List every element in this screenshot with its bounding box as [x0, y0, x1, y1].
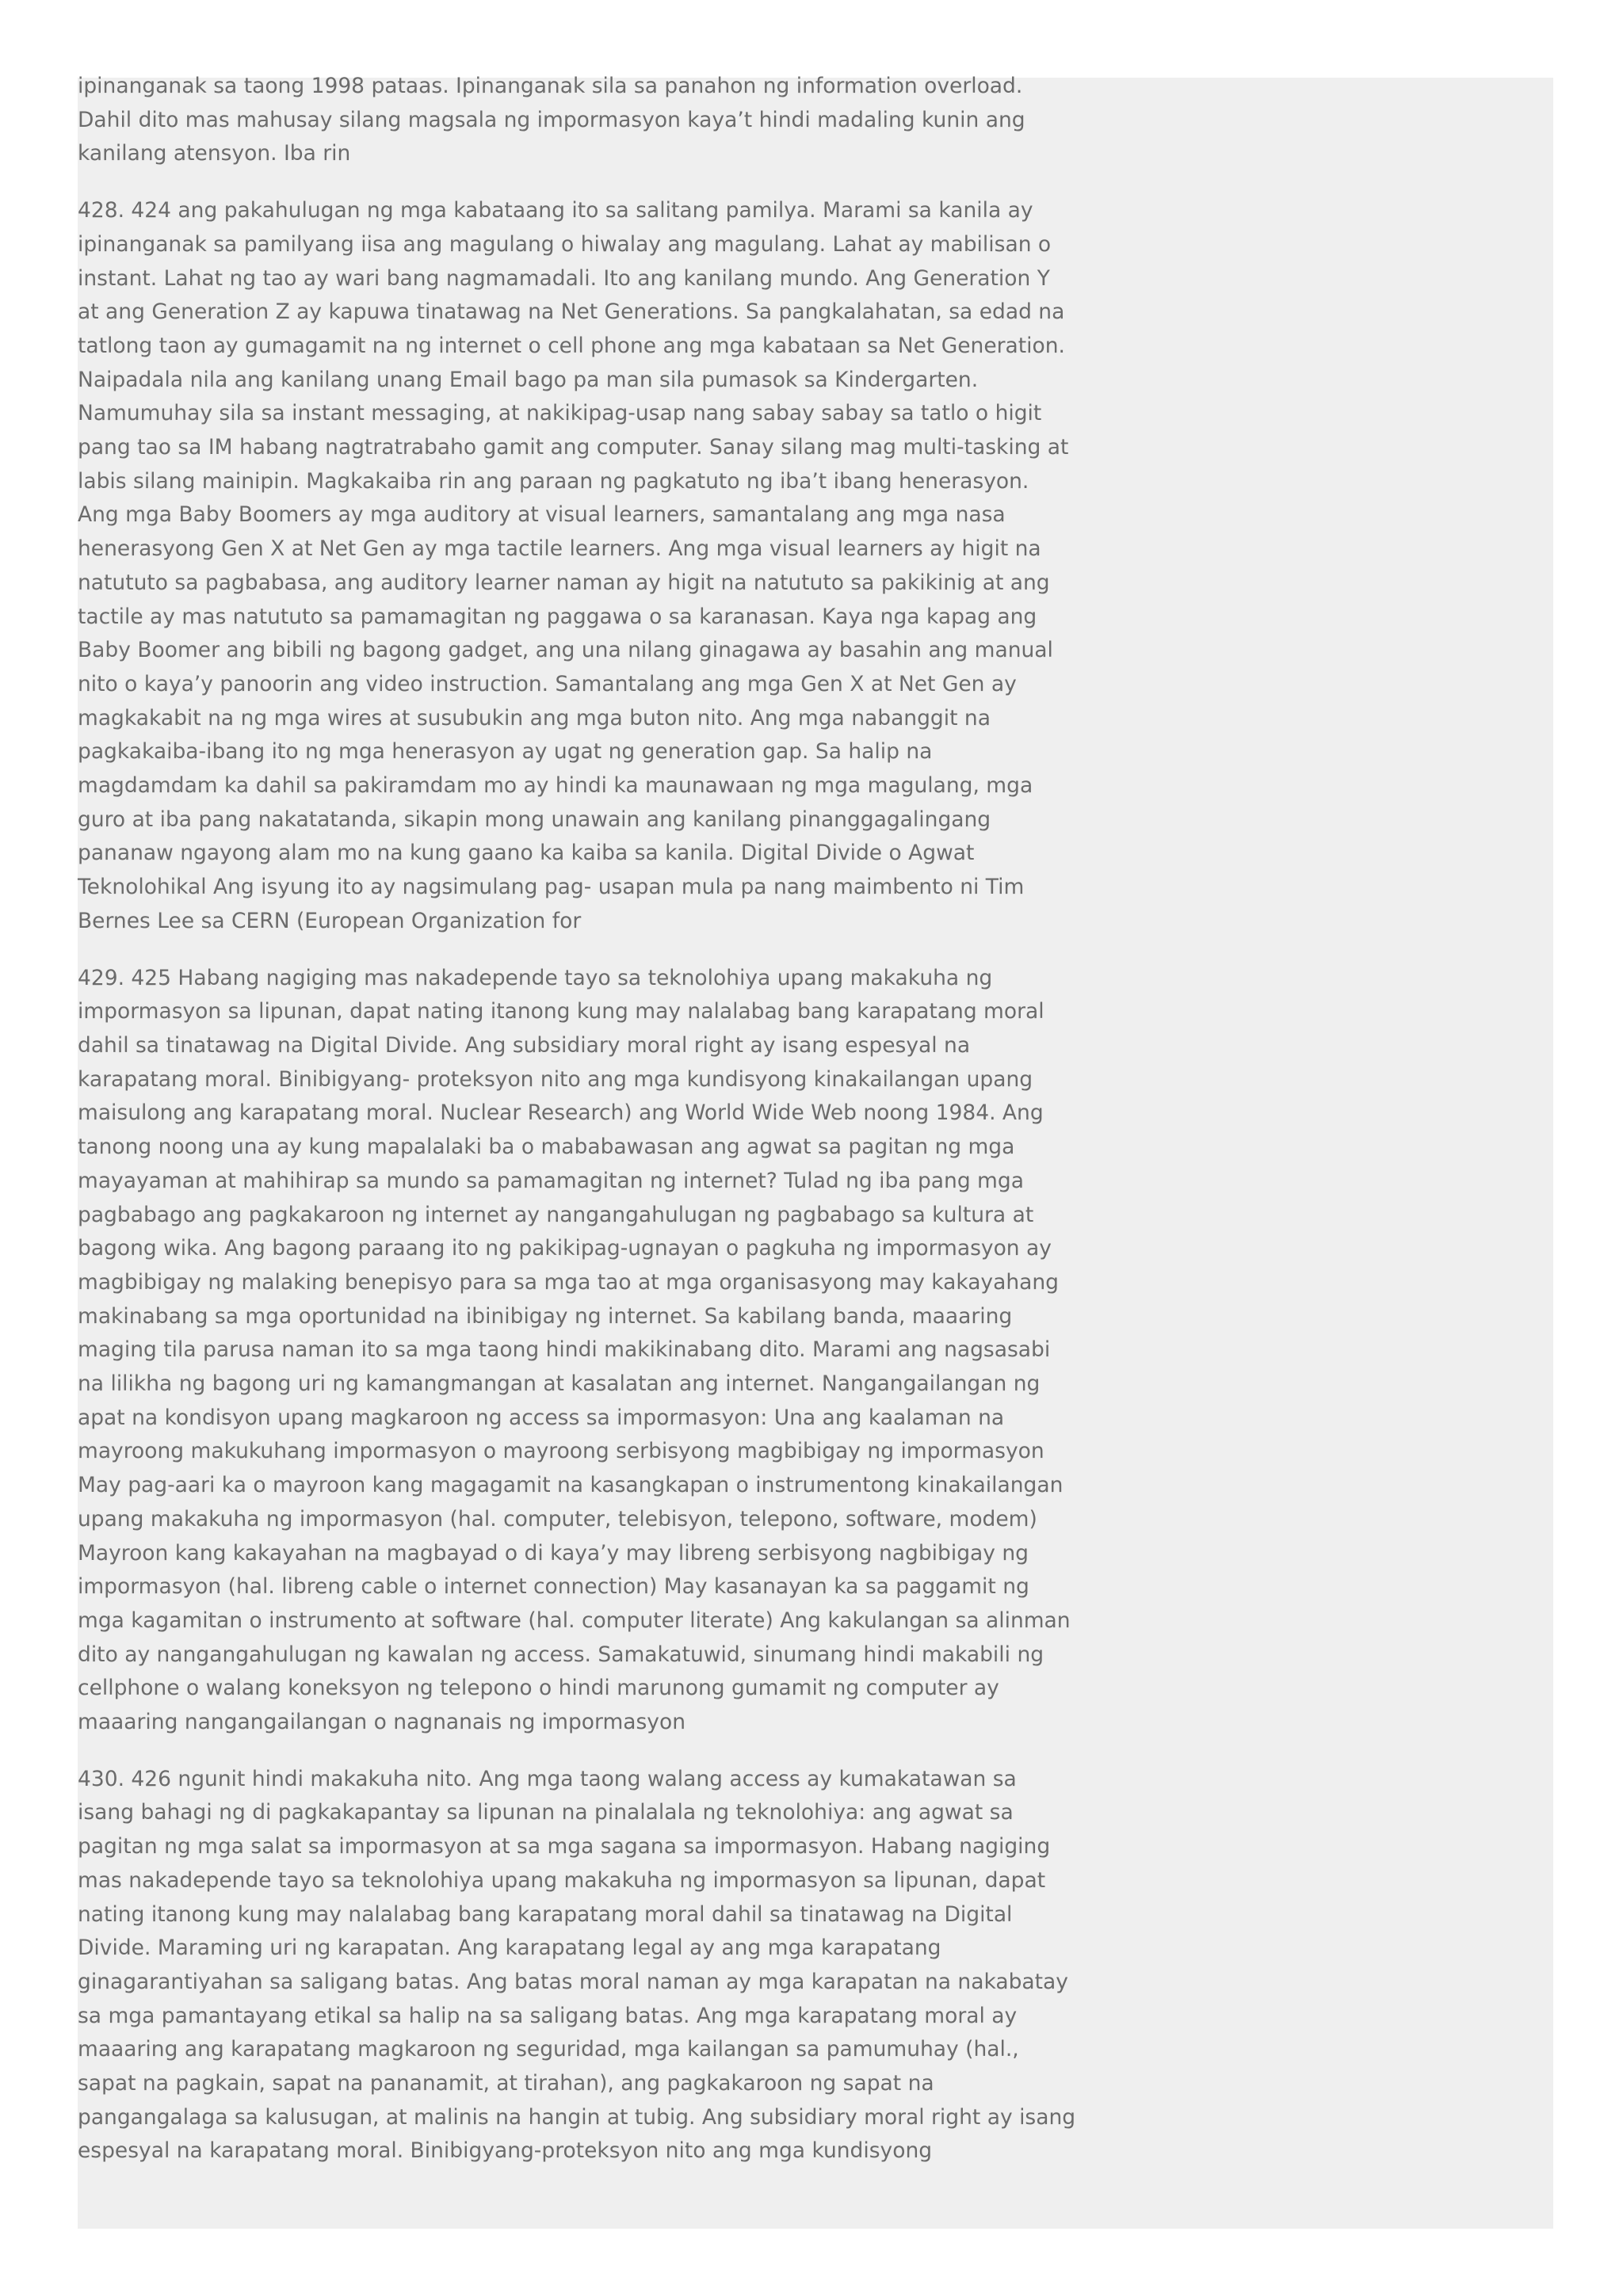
paragraph-3: 429. 425 Habang nagiging mas nakadepende tayo sa teknolohiya upang makakuha ng impormasyon sa lipunan, dapat nating itanong kung may nalalabag bang karapatang moral dahil sa tinatawag na Digital Divide. Ang subsidiary moral right ay isang espesyal na karapatang moral. Binibigyang- proteksyon nito ang mga kundisyong kinakailangan upang maisulong ang karapatang moral. Nuclear Research) ang World Wide Web noong 1984. Ang tanong noong una ay kung mapalalaki ba o mababawasan ang agwat sa pagitan ng mga mayayaman at mahihirap sa mundo sa pamamagitan ng internet? Tulad ng iba pang mga pagbabago ang pagkakaroon ng internet ay nangangahulugan ng pagbabago sa kultura at bagong wika. Ang bagong paraang ito ng pakikipag-ugnayan o pagkuha ng impormasyon ay magbibigay ng malaking benepisyo para sa mga tao at mga organisasyong may kakayahang makinabang sa mga oportunidad na ibinibigay ng internet. Sa kabilang banda, maaaring maging tila parusa naman ito sa mga taong hindi makikinabang dito. Marami ang nagsasabi na lilikha ng bagong uri ng kamangmangan at kasalatan ang internet. Nangangailangan ng apat na kondisyon upang magkaroon ng access sa impormasyon: Una ang kaalaman na mayroong makukuhang impormasyon o mayroong serbisyong magbibigay ng impormasyon May pag-aari ka o mayroon kang magagamit na kasangkapan o instrumentong kinakailangan upang makakuha ng impormasyon (hal. computer, telebisyon, telepono, software, modem) Mayroon kang kakayahan na magbayad o di kaya’y may libreng serbisyong nagbibigay ng impormasyon (hal. libreng cable o internet connection) May kasanayan ka sa paggamit ng mga kagamitan o instrumento at software (hal. computer literate) Ang kakulangan sa alinman dito ay nangangahulugan ng kawalan ng access. Samakatuwid, sinumang hindi makabili ng cellphone o walang koneksyon ng telepono o hindi marunong gumamit ng computer ay maaaring nangangailangan o nagnanais ng impormasyon — [78, 965, 1071, 1735]
document-text — [78, 74, 1076, 2168]
paragraph-4: 430. 426 ngunit hindi makakuha nito. Ang mga taong walang access ay kumakatawan sa isang bahagi ng di pagkakapantay sa lipunan na pinalalala ng teknolohiya: ang agwat sa pagitan ng mga salat sa impormasyon at sa mga sagana sa impormasyon. Habang nagiging mas nakadepende tayo sa teknolohiya upang makakuha ng impormasyon sa lipunan, dapat nating itanong kung may nalalabag bang karapatang moral dahil sa tinatawag na Digital Divide. Maraming uri ng karapatan. Ang karapatang legal ay ang mga karapatang ginagarantiyahan sa saligang batas. Ang batas moral naman ay mga karapatan na nakabatay sa mga pamantayang etikal sa halip na sa saligang batas. Ang mga karapatang moral ay maaaring ang karapatang magkaroon ng seguridad, mga kailangan sa pamumuhay (hal., sapat na pagkain, sapat na pananamit, at tirahan), ang pagkakaroon ng sapat na pangangalaga sa kalusugan, at malinis na hangin at tubig. Ang subsidiary moral right ay isang espesyal na karapatang moral. Binibigyang-proteksyon nito ang mga kundisyong — [78, 1766, 1076, 2164]
paragraph-1: ipinanganak sa taong 1998 pataas. Ipinanganak sila sa panahon ng information overload. Dahil dito mas mahusay silang magsala ng impormasyon kaya’t hindi madaling kunin ang kanilang atensyon. Iba rin — [78, 74, 1025, 166]
paragraph-2: 428. 424 ang pakahulugan ng mga kabataang ito sa salitang pamilya. Marami sa kanila ay ipinanganak sa pamilyang iisa ang magulang o hiwalay ang magulang. Lahat ay mabilisan o instant. Lahat ng tao ay wari bang nagmamadali. Ito ang kanilang mundo. Ang Generation Y at ang Generation Z ay kapuwa tinatawag na Net Generations. Sa pangkalahatan, sa edad na tatlong taon ay gumagamit na ng internet o cell phone ang mga kabataan sa Net Generation. Naipadala nila ang kanilang unang Email bago pa man sila pumasok sa Kindergarten. Namumuhay sila sa instant messaging, at nakikipag-usap nang sabay sabay sa tatlo o higit pang tao sa IM habang nagtratrabaho gamit ang computer. Sanay silang mag multi-tasking at labis silang mainipin. Magkakaiba rin ang paraan ng pagkatuto ng iba’t ibang henerasyon. Ang mga Baby Boomers ay mga auditory at visual learners, samantalang ang mga nasa henerasyong Gen X at Net Gen ay mga tactile learners. Ang mga visual learners ay higit na natututo sa pagbabasa, ang auditory learner naman ay higit na natututo sa pakikinig at ang tactile ay mas natututo sa pamamagitan ng paggawa o sa karanasan. Kaya nga kapag ang Baby Boomer ang bibili ng bagong gadget, ang una nilang ginagawa ay basahin ang manual nito o kaya’y panoorin ang video instruction. Samantalang ang mga Gen X at Net Gen ay magkakabit na ng mga wires at susubukin ang mga buton nito. Ang mga nabanggit na pagkakaiba-ibang ito ng mga henerasyon ay ugat ng generation gap. Sa halip na magdamdam ka dahil sa pakiramdam mo ay hindi ka maunawaan ng mga magulang, mga guro at iba pang nakatatanda, sikapin mong unawain ang kanilang pinanggagalingang pananaw ngayong alam mo na kung gaano ka kaiba sa kanila. Digital Divide o Agwat Teknolohikal Ang isyung ito ay nagsimulang pag- usapan mula pa nang maimbento ni Tim Bernes Lee sa CERN (European Organization for — [78, 198, 1069, 933]
document-page — [78, 74, 1553, 2229]
